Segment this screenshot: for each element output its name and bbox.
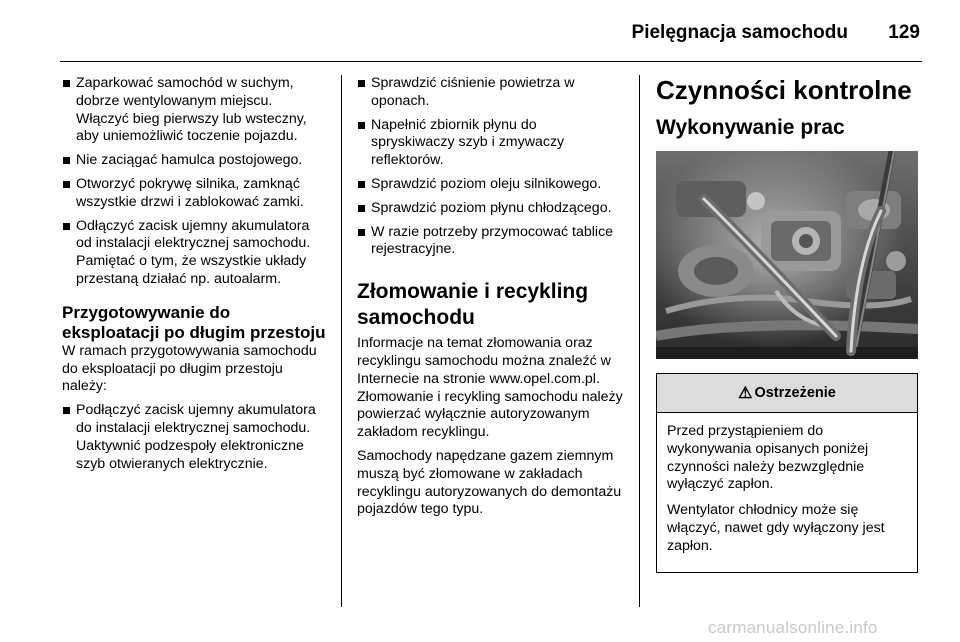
warning-box	[656, 373, 918, 573]
column-divider-2	[639, 75, 640, 607]
scrapping-paragraph-2: Samochody napędzane gazem ziemnym muszą być złomowane w zakładach recyklingu autoryzowanych do demontażu pojazdów tego typu.	[357, 447, 622, 518]
warning-header	[657, 374, 917, 413]
warning-paragraph-1: Przed przystąpieniem do wykonywania opisanych poniżej czynności należy bezwzględnie wyłączyć zapłon.	[667, 423, 869, 493]
check-steps-list	[357, 75, 623, 259]
storage-steps-list	[62, 75, 328, 289]
column-divider-1	[341, 75, 342, 607]
list-item: W razie potrzeby przymocować tablice rejestracyjne.	[357, 224, 623, 260]
list-item: Sprawdzić poziom oleju silnikowego.	[357, 176, 623, 194]
scrapping-paragraph-1: Informacje na temat złomowania oraz recyklingu samochodu można znaleźć w Internecie na stronie www.opel.com.pl. Złomowanie i recykling samochodu należy powierzać wyłącznie autoryzowanym zakładom recyklingu.	[357, 335, 623, 441]
engine-bay-photo	[656, 151, 918, 359]
list-item: Nie zaciągać hamulca postojowego.	[62, 152, 328, 170]
list-item: Napełnić zbiornik płynu do spryskiwaczy szyb i zmywaczy reflektorów.	[357, 117, 623, 170]
column-2	[357, 75, 623, 525]
section-heading-scrapping: Złomowanie i recykling samochodu	[357, 280, 589, 330]
list-item: Sprawdzić ciśnienie powietrza w oponach.	[357, 75, 623, 111]
header-title: Pielęgnacja samochodu	[631, 22, 848, 43]
warning-paragraph-2: Wentylator chłodnicy może się włączyć, nawet gdy wyłączony jest zapłon.	[667, 502, 885, 554]
list-item: Otworzyć pokrywę silnika, zamknąć wszystkie drzwi i zablokować zamki.	[62, 176, 328, 212]
warning-body	[657, 413, 917, 572]
recommissioning-intro: W ramach przygotowywania samochodu do eksploatacji po długim przestoju należy:	[62, 342, 317, 395]
chapter-heading: Czynności kontrolne	[656, 75, 912, 105]
list-item: Odłączyć zacisk ujemny akumulatora od instalacji elektrycznej samochodu. Pamiętać o tym, że wszystkie układy przestaną działać np. autoalarm.	[62, 218, 328, 289]
warning-triangle-icon: ⚠	[738, 385, 753, 402]
page-number: 129	[888, 22, 920, 43]
page-header	[0, 0, 960, 62]
section-heading-recommissioning: Przygotowywanie do eksploatacji po długim przestoju	[62, 302, 326, 342]
column-1	[62, 75, 328, 479]
section-heading-work: Wykonywanie prac	[656, 116, 845, 139]
list-item: Zaparkować samochód w suchym, dobrze wentylowanym miejscu. Włączyć bieg pierwszy lub wsteczny, aby uniemożliwić toczenie pojazdu.	[62, 75, 328, 146]
recommissioning-steps-list	[62, 402, 328, 473]
column-3	[656, 75, 920, 573]
list-item: Sprawdzić poziom płynu chłodzącego.	[357, 200, 623, 218]
header-rule	[60, 61, 922, 62]
list-item: Podłączyć zacisk ujemny akumulatora do instalacji elektrycznej samochodu. Uaktywnić podzespoły elektroniczne szyb otwieranych elektrycznie.	[62, 402, 328, 473]
watermark-text: carmanualsonline.info	[708, 618, 878, 637]
warning-title: Ostrzeżenie	[754, 385, 836, 401]
